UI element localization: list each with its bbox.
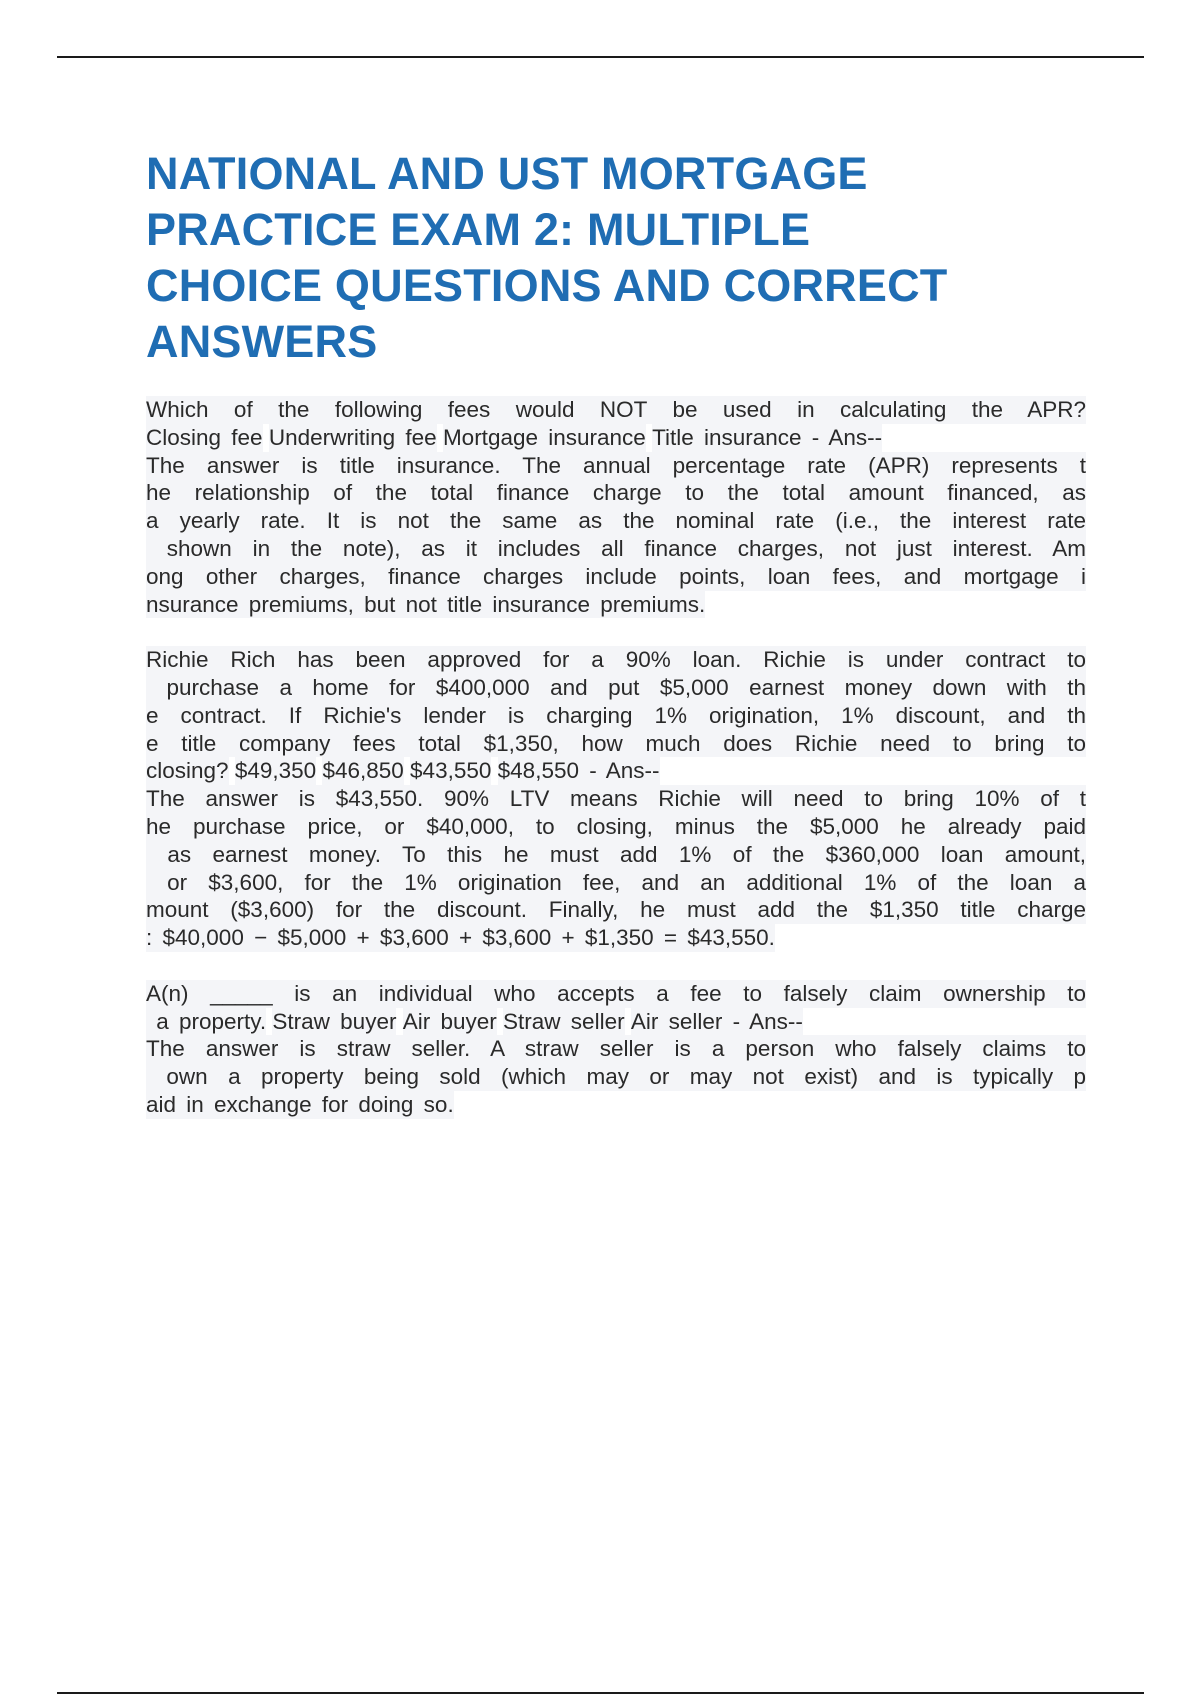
question-block [146,980,1086,1119]
explanation-line: The answer is title insurance. The annual percentage rate (APR) represents t [146,452,1086,478]
bottom-rule [57,1692,1144,1694]
question-prompt-line: closing? [146,758,229,784]
explanation-line: : $40,000 − $5,000 + $3,600 + $3,600 + $1,350 = $43,550. [146,925,775,951]
answer-option: Closing fee [146,424,263,450]
question-prompt-line: purchase a home for $400,000 and put $5,000 earnest money down with th [146,674,1086,700]
question-prompt-line: e title company fees total $1,350, how much does Richie need to bring to [146,730,1086,756]
explanation-line: a yearly rate. It is not the same as the nominal rate (i.e., the interest rate [146,508,1086,534]
explanation-line: aid in exchange for doing so. [146,1091,454,1117]
answer-option: Title insurance - Ans-- [652,424,883,450]
question-block [146,646,1086,952]
question-prompt-line: e contract. If Richie's lender is charging 1% origination, 1% discount, and th [146,702,1086,728]
question-block [146,396,1086,618]
answer-option: Air buyer [402,1008,497,1034]
answer-option: $43,550 [410,758,492,784]
answer-option: Straw seller [503,1008,625,1034]
explanation-line: or $3,600, for the 1% origination fee, and an additional 1% of the loan a [146,869,1086,895]
explanation-line: The answer is $43,550. 90% LTV means Richie will need to bring 10% of t [146,786,1086,812]
question-prompt-line: A(n) _____ is an individual who accepts a fee to falsely claim ownership to [146,980,1086,1006]
top-rule [57,56,1144,58]
spacer [146,952,1086,980]
answer-option: $48,550 - Ans-- [497,758,660,784]
answer-option: $49,350 [234,758,317,784]
answer-option: Mortgage insurance [442,424,646,450]
document-body [146,396,1086,1119]
explanation-line: shown in the note), as it includes all finance charges, not just interest. Am [146,535,1086,561]
question-prompt-line: a property. [146,1008,267,1034]
explanation-line: own a property being sold (which may or may not exist) and is typically p [146,1064,1086,1090]
title-line: ANSWERS [146,316,378,367]
explanation-line: mount ($3,600) for the discount. Finally, he must add the $1,350 title charge [146,897,1086,923]
title-line: CHOICE QUESTIONS AND CORRECT [146,260,948,311]
title-line: PRACTICE EXAM 2: MULTIPLE [146,204,811,255]
title-line: NATIONAL AND UST MORTGAGE [146,148,868,199]
spacer [146,618,1086,646]
explanation-line: he purchase price, or $40,000, to closing, minus the $5,000 he already paid [146,813,1086,839]
answer-option: Air seller - Ans-- [630,1008,803,1034]
document-title [146,146,1086,370]
explanation-line: The answer is straw seller. A straw seller is a person who falsely claims to [146,1036,1086,1062]
explanation-line: nsurance premiums, but not title insurance premiums. [146,591,706,617]
answer-option: $46,850 [322,758,404,784]
explanation-line: he relationship of the total finance charge to the total amount financed, as [146,480,1086,506]
question-prompt-line: Richie Rich has been approved for a 90% loan. Richie is under contract to [146,647,1086,673]
explanation-line: ong other charges, finance charges include points, loan fees, and mortgage i [146,563,1086,589]
answer-option: Underwriting fee [268,424,437,450]
question-prompt-line: Which of the following fees would NOT be used in calculating the APR? [146,397,1086,422]
explanation-line: as earnest money. To this he must add 1% of the $360,000 loan amount, [146,841,1086,867]
answer-option: Straw buyer [272,1008,397,1034]
